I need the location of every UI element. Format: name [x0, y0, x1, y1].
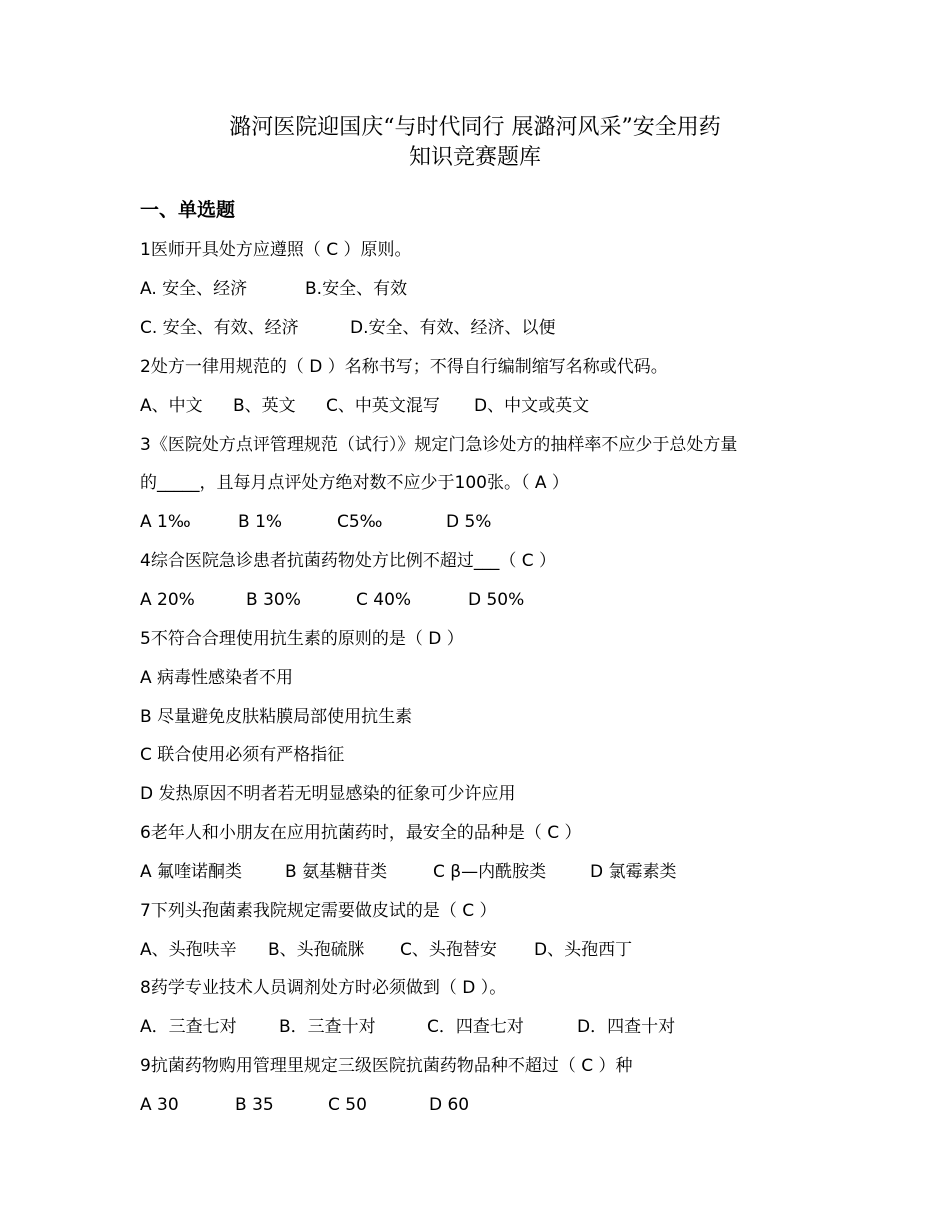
question-7-option-d: D、头孢西丁 — [534, 940, 633, 960]
question-2-stem: 2处方一律用规范的（ D ）名称书写；不得自行编制缩写名称或代码。 — [140, 357, 668, 377]
question-8-option-d: D．四查十对 — [577, 1017, 676, 1037]
question-9-option-d: D 60 — [429, 1095, 470, 1115]
question-4-option-a: A 20% — [140, 590, 195, 610]
question-8-stem: 8药学专业技术人员调剂处方时必须做到（ D ）。 — [140, 978, 507, 998]
question-5-option-c: C 联合使用必须有严格指征 — [140, 745, 345, 765]
question-7-stem: 7下列头孢菌素我院规定需要做皮试的是（ C ） — [140, 901, 497, 921]
question-1-stem: 1医师开具处方应遵照（ C ）原则。 — [140, 240, 412, 260]
question-7-option-b: B、头孢硫脒 — [268, 940, 365, 960]
question-1-option-a: A. 安全、经济 — [140, 279, 248, 299]
question-6-option-d: D 氯霉素类 — [590, 862, 677, 882]
question-9-option-b: B 35 — [235, 1095, 274, 1115]
question-3-stem-line-1: 3《医院处方点评管理规范（试行）》规定门急诊处方的抽样率不应少于总处方量 — [140, 435, 738, 455]
question-8-option-b: B．三查十对 — [279, 1017, 376, 1037]
question-8-option-c: C．四查七对 — [427, 1017, 524, 1037]
question-6-option-c: C β—内酰胺类 — [433, 862, 547, 882]
question-9-option-a: A 30 — [140, 1095, 179, 1115]
question-4-option-b: B 30% — [246, 590, 301, 610]
question-1-option-b: B.安全、有效 — [305, 279, 408, 299]
question-1-option-d: D.安全、有效、经济、以便 — [350, 318, 556, 338]
question-5-option-d: D 发热原因不明者若无明显感染的征象可少许应用 — [140, 784, 516, 804]
question-3-stem-line-2: 的_____，且每月点评处方绝对数不应少于100张。（ A ） — [140, 473, 569, 493]
question-2-option-a: A、中文 — [140, 396, 203, 416]
question-5-option-b: B 尽量避免皮肤粘膜局部使用抗生素 — [140, 707, 413, 727]
question-8-option-a: A．三查七对 — [140, 1017, 237, 1037]
question-2-option-d: D、中文或英文 — [474, 396, 590, 416]
question-2-option-b: B、英文 — [233, 396, 296, 416]
question-7-option-c: C、头孢替安 — [400, 940, 497, 960]
question-2-option-c: C、中英文混写 — [326, 396, 440, 416]
question-6-stem: 6老年人和小朋友在应用抗菌药时，最安全的品种是（ C ） — [140, 823, 582, 843]
question-9-option-c: C 50 — [328, 1095, 367, 1115]
question-3-option-d: D 5% — [446, 512, 492, 532]
section-heading: 一、单选题 — [140, 199, 236, 221]
question-5-option-a: A 病毒性感染者不用 — [140, 668, 294, 688]
question-9-stem: 9抗菌药物购用管理里规定三级医院抗菌药物品种不超过（ C ）种 — [140, 1056, 633, 1076]
document-title-line-2: 知识竞赛题库 — [408, 145, 541, 170]
document-title-line-1: 潞河医院迎国庆“与时代同行 展潞河风采”安全用药 — [229, 115, 721, 140]
question-6-option-b: B 氨基糖苷类 — [285, 862, 388, 882]
question-4-option-c: C 40% — [356, 590, 412, 610]
question-3-option-c: C5‰ — [337, 512, 383, 532]
question-5-stem: 5不符合合理使用抗生素的原则的是（ D ） — [140, 629, 464, 649]
question-6-option-a: A 氟喹诺酮类 — [140, 862, 243, 882]
question-4-stem: 4综合医院急诊患者抗菌药物处方比例不超过___（ C ） — [140, 551, 556, 571]
question-4-option-d: D 50% — [468, 590, 525, 610]
question-3-option-b: B 1% — [238, 512, 283, 532]
question-7-option-a: A、头孢呋辛 — [140, 940, 237, 960]
question-1-option-c: C. 安全、有效、经济 — [140, 318, 299, 338]
question-3-option-a: A 1‰ — [140, 512, 191, 532]
